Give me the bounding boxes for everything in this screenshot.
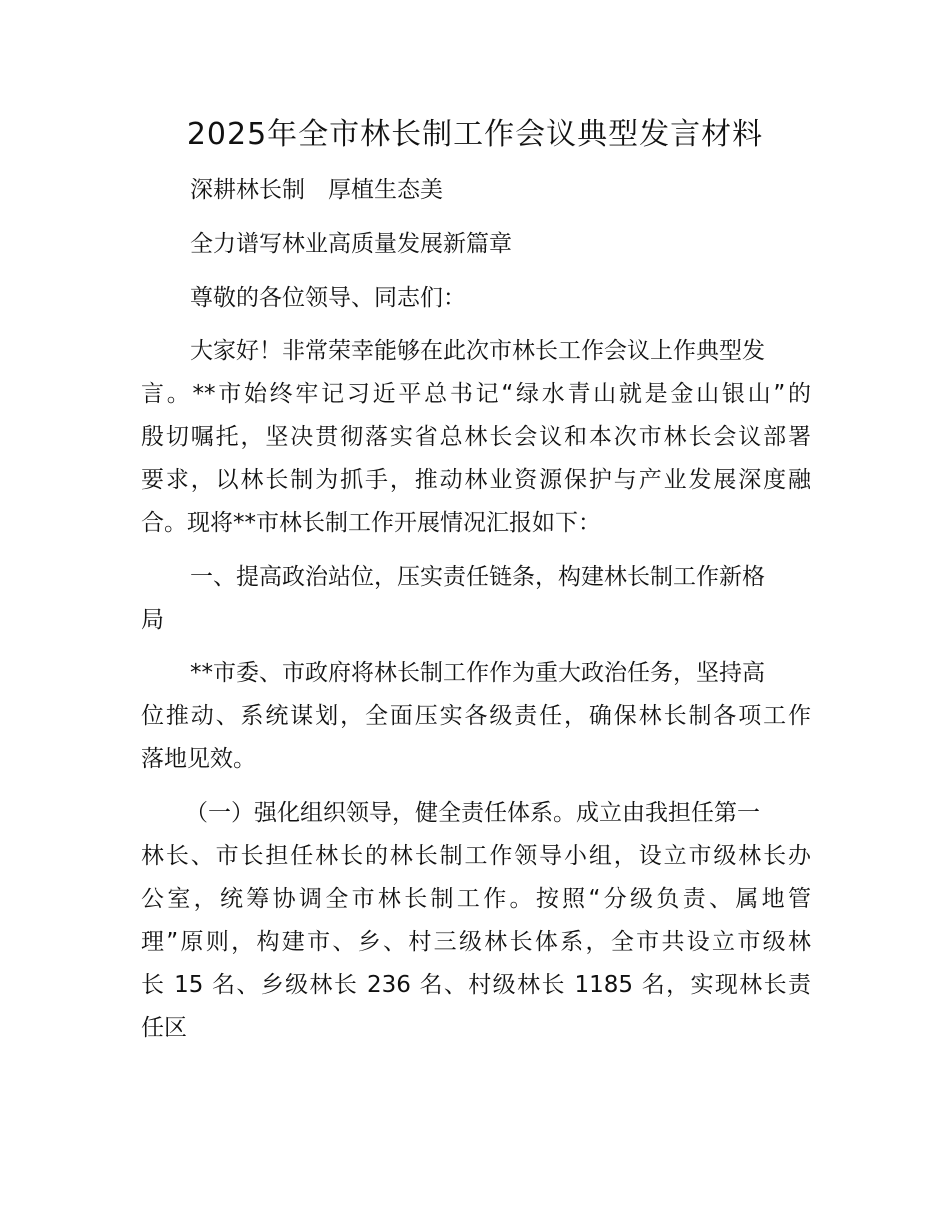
paragraph-line: 任区: [141, 1015, 187, 1041]
document-title: 2025年全市林长制工作会议典型发言材料: [186, 117, 764, 152]
paragraph-line: 殷切嘱托，坚决贯彻落实省总林长会议和本次市林长会议部署: [141, 424, 811, 450]
paragraph-line: **市委、市政府将林长制工作作为重大政治任务，坚持高: [190, 660, 765, 686]
paragraph-line: 合。现将**市林长制工作开展情况汇报如下：: [141, 510, 601, 536]
heading-line: 局: [141, 607, 164, 633]
heading-line: 一、提高政治站位，压实责任链条，构建林长制工作新格: [190, 564, 765, 590]
subtitle-line-1: 深耕林长制 厚植生态美: [190, 177, 443, 203]
paragraph-line: 公室，统筹协调全市林长制工作。按照“分级负责、属地管: [141, 886, 811, 912]
paragraph-line: 林长、市长担任林长的林长制工作领导小组，设立市级林长办: [141, 843, 811, 869]
paragraph-line: 位推动、系统谋划，全面压实各级责任，确保林长制各项工作: [141, 703, 811, 729]
paragraph-line: 大家好！非常荣幸能够在此次市林长工作会议上作典型发: [190, 338, 765, 364]
salutation: 尊敬的各位领导、同志们：: [190, 285, 466, 311]
paragraph-line: 要求，以林长制为抓手，推动林业资源保护与产业发展深度融: [141, 467, 811, 493]
paragraph-line: （一）强化组织领导，健全责任体系。成立由我担任第一: [185, 800, 760, 826]
paragraph-line: 言。**市始终牢记习近平总书记“绿水青山就是金山银山”的: [141, 381, 811, 407]
paragraph-line: 落地见效。: [141, 746, 256, 772]
paragraph-line: 理”原则，构建市、乡、村三级林长体系，全市共设立市级林: [141, 929, 811, 955]
subtitle-line-2: 全力谱写林业高质量发展新篇章: [190, 231, 512, 257]
paragraph-line: 长 15 名、乡级林长 236 名、村级林长 1185 名，实现林长责: [141, 972, 811, 998]
